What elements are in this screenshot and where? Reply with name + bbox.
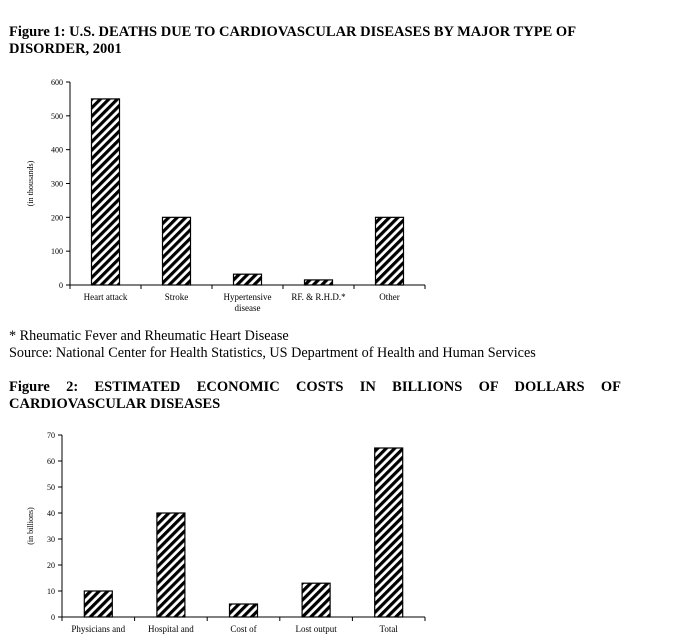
- x-tick-label: RF. & R.H.D.*: [291, 292, 346, 302]
- y-tick-label: 20: [47, 561, 55, 570]
- y-tick-label: 0: [59, 281, 63, 290]
- bar: [157, 513, 185, 617]
- x-tick-label: Heart attack: [83, 292, 128, 302]
- bar: [230, 604, 258, 617]
- bar: [376, 217, 404, 285]
- figure2-title-line2: CARDIOVASCULAR DISEASES: [9, 396, 221, 412]
- y-tick-label: 0: [51, 613, 55, 622]
- bar: [234, 274, 262, 285]
- figure2-title-line1: Figure 2: ESTIMATED ECONOMIC COSTS IN BILLIONS OF DOLLARS OF: [9, 379, 621, 395]
- chart2-labels: [26, 431, 398, 634]
- y-axis-title: (in thousands): [26, 160, 35, 207]
- x-tick-label: Cost of: [230, 624, 257, 634]
- y-tick-label: 60: [47, 457, 55, 466]
- x-tick-label: Hospital and: [148, 624, 194, 634]
- y-tick-label: 30: [47, 535, 55, 544]
- x-tick-label: Stroke: [164, 292, 189, 302]
- footnote: * Rheumatic Fever and Rheumatic Heart Disease: [9, 328, 289, 344]
- x-tick-label: Hypertensive: [223, 292, 272, 302]
- chart2: [0, 425, 680, 635]
- x-tick-label: Physicians and: [71, 624, 126, 634]
- figure1-title: Figure 1: U.S. DEATHS DUE TO CARDIOVASCULAR DISEASES BY MAJOR TYPE OF DISORDER, 2001: [9, 24, 576, 57]
- y-tick-label: 600: [51, 78, 63, 87]
- chart2-axes: [58, 435, 425, 621]
- y-tick-label: 40: [47, 509, 55, 518]
- source-note: Source: National Center for Health Statistics, US Department of Health and Human Services: [9, 345, 536, 361]
- y-tick-label: 400: [51, 145, 63, 155]
- bar: [375, 448, 403, 617]
- chart1: [0, 70, 680, 320]
- y-tick-label: 70: [47, 431, 55, 440]
- y-tick-label: 10: [47, 587, 55, 596]
- x-tick-label: disease: [234, 303, 261, 313]
- y-axis-title: (in billions): [26, 507, 35, 545]
- x-tick-label: Lost output: [295, 624, 337, 634]
- chart1-labels: [26, 78, 400, 313]
- x-tick-label: Total: [379, 624, 398, 634]
- bar: [305, 280, 333, 285]
- bar: [302, 583, 330, 617]
- y-tick-label: 50: [47, 483, 55, 492]
- figure2-title: [9, 379, 621, 413]
- bar: [163, 217, 191, 285]
- x-tick-label: Other: [379, 292, 400, 302]
- bar: [92, 99, 120, 285]
- y-tick-label: 300: [51, 179, 63, 189]
- chart1-bars: [92, 99, 404, 285]
- y-tick-label: 200: [51, 213, 63, 223]
- y-tick-label: 500: [51, 111, 63, 121]
- bar: [84, 591, 112, 617]
- chart2-bars: [84, 448, 402, 617]
- y-tick-label: 100: [51, 247, 63, 257]
